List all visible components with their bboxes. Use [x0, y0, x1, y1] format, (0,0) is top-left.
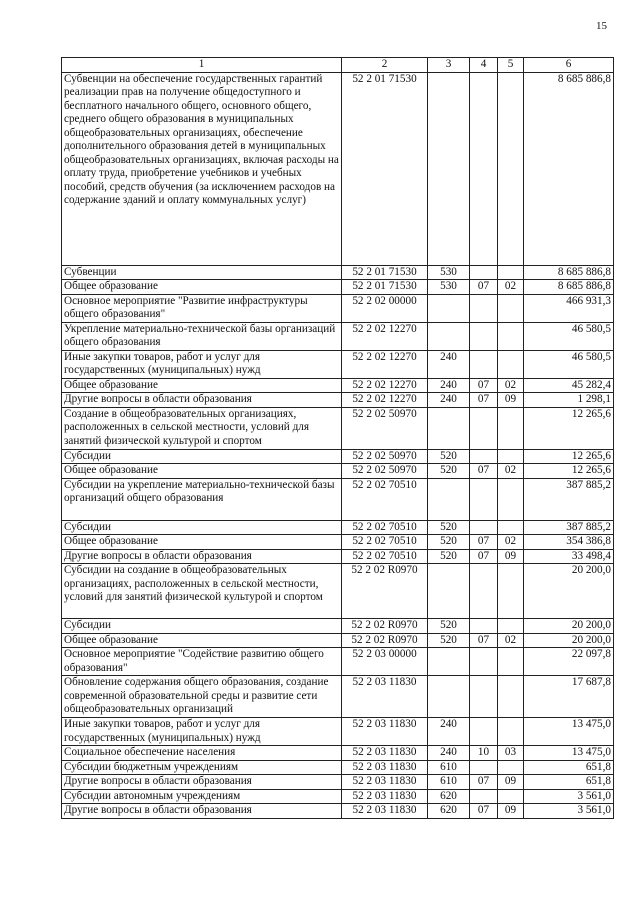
cell-c3 — [428, 294, 470, 322]
cell-name: Укрепление материально-технической базы организаций общего образования — [62, 322, 342, 350]
cell-c3 — [428, 676, 470, 718]
cell-sum: 8 685 886,8 — [524, 280, 614, 295]
cell-code: 52 2 03 11830 — [342, 718, 428, 746]
cell-name: Общее образование — [62, 464, 342, 479]
cell-c3: 240 — [428, 378, 470, 393]
cell-sum: 33 498,4 — [524, 549, 614, 564]
cell-c3 — [428, 407, 470, 449]
cell-sum: 354 386,8 — [524, 535, 614, 550]
cell-sum: 1 298,1 — [524, 393, 614, 408]
cell-c3 — [428, 564, 470, 619]
cell-name: Иные закупки товаров, работ и услуг для государственных (муниципальных) нужд — [62, 718, 342, 746]
cell-name: Другие вопросы в области образования — [62, 393, 342, 408]
cell-name: Субсидии — [62, 449, 342, 464]
cell-c3: 520 — [428, 549, 470, 564]
cell-c4: 07 — [470, 393, 498, 408]
cell-name: Субсидии бюджетным учреждениям — [62, 760, 342, 775]
cell-c3: 610 — [428, 775, 470, 790]
cell-sum: 651,8 — [524, 775, 614, 790]
page-number: 15 — [596, 20, 607, 32]
cell-sum: 387 885,2 — [524, 520, 614, 535]
cell-c4 — [470, 265, 498, 280]
cell-c3: 610 — [428, 760, 470, 775]
table-row — [62, 478, 614, 520]
cell-name: Основное мероприятие "Развитие инфраструктуры общего образования" — [62, 294, 342, 322]
cell-c3: 240 — [428, 393, 470, 408]
cell-c3: 520 — [428, 535, 470, 550]
cell-sum: 12 265,6 — [524, 407, 614, 449]
cell-c5 — [498, 564, 524, 619]
cell-name: Основное мероприятие "Содействие развитию общего образования" — [62, 648, 342, 676]
cell-c3: 240 — [428, 746, 470, 761]
cell-sum: 46 580,5 — [524, 350, 614, 378]
cell-sum: 651,8 — [524, 760, 614, 775]
cell-code: 52 2 01 71530 — [342, 265, 428, 280]
cell-c4 — [470, 718, 498, 746]
column-header: 1 — [62, 58, 342, 73]
cell-name: Общее образование — [62, 378, 342, 393]
cell-sum: 46 580,5 — [524, 322, 614, 350]
budget-table — [61, 57, 614, 819]
table-row — [62, 378, 614, 393]
cell-c5 — [498, 478, 524, 520]
table-row — [62, 746, 614, 761]
cell-c4: 07 — [470, 633, 498, 648]
cell-sum: 13 475,0 — [524, 746, 614, 761]
cell-c5: 09 — [498, 804, 524, 819]
cell-c3: 520 — [428, 449, 470, 464]
cell-c5: 09 — [498, 775, 524, 790]
cell-c3: 530 — [428, 280, 470, 295]
cell-name: Создание в общеобразовательных организациях, расположенных в сельской местности, условий для занятий физической культурой и спортом — [62, 407, 342, 449]
cell-c4 — [470, 648, 498, 676]
cell-c5 — [498, 407, 524, 449]
cell-c4 — [470, 478, 498, 520]
cell-c5: 02 — [498, 378, 524, 393]
table-row — [62, 265, 614, 280]
cell-c5 — [498, 789, 524, 804]
cell-c4 — [470, 322, 498, 350]
cell-code: 52 2 02 12270 — [342, 350, 428, 378]
table-row — [62, 350, 614, 378]
cell-code: 52 2 02 50970 — [342, 449, 428, 464]
cell-sum: 3 561,0 — [524, 804, 614, 819]
cell-c3: 520 — [428, 619, 470, 634]
cell-c4 — [470, 789, 498, 804]
cell-c4 — [470, 449, 498, 464]
cell-code: 52 2 03 11830 — [342, 760, 428, 775]
cell-name: Другие вопросы в области образования — [62, 804, 342, 819]
cell-code: 52 2 02 R0970 — [342, 619, 428, 634]
cell-c5 — [498, 72, 524, 265]
cell-c3 — [428, 478, 470, 520]
cell-code: 52 2 02 R0970 — [342, 633, 428, 648]
cell-c3: 520 — [428, 633, 470, 648]
cell-c5: 09 — [498, 549, 524, 564]
cell-code: 52 2 03 11830 — [342, 789, 428, 804]
cell-c4 — [470, 760, 498, 775]
cell-c5: 02 — [498, 535, 524, 550]
cell-code: 52 2 03 11830 — [342, 775, 428, 790]
cell-c5 — [498, 294, 524, 322]
table-row — [62, 520, 614, 535]
cell-sum: 45 282,4 — [524, 378, 614, 393]
table-row — [62, 760, 614, 775]
column-header: 6 — [524, 58, 614, 73]
cell-c3 — [428, 72, 470, 265]
cell-c5 — [498, 760, 524, 775]
table-row — [62, 549, 614, 564]
table-row — [62, 449, 614, 464]
cell-c4: 07 — [470, 549, 498, 564]
cell-code: 52 2 02 12270 — [342, 322, 428, 350]
cell-name: Субсидии — [62, 619, 342, 634]
cell-sum: 20 200,0 — [524, 633, 614, 648]
cell-c5: 03 — [498, 746, 524, 761]
cell-code: 52 2 02 50970 — [342, 407, 428, 449]
table-row — [62, 464, 614, 479]
cell-c3: 520 — [428, 464, 470, 479]
cell-c4 — [470, 520, 498, 535]
table-row — [62, 535, 614, 550]
table-row — [62, 775, 614, 790]
table-row — [62, 619, 614, 634]
cell-c5 — [498, 520, 524, 535]
cell-code: 52 2 03 11830 — [342, 804, 428, 819]
cell-c5 — [498, 718, 524, 746]
cell-c3: 520 — [428, 520, 470, 535]
cell-c4: 07 — [470, 378, 498, 393]
table-row — [62, 789, 614, 804]
table-row — [62, 407, 614, 449]
cell-c4 — [470, 619, 498, 634]
cell-c3 — [428, 648, 470, 676]
cell-name: Субсидии на создание в общеобразовательных организациях, расположенных в сельской местности, условий для занятий физической культурой и спортом — [62, 564, 342, 619]
cell-name: Субвенции — [62, 265, 342, 280]
table-row — [62, 322, 614, 350]
cell-code: 52 2 02 R0970 — [342, 564, 428, 619]
cell-name: Обновление содержания общего образования, создание современной образовательной среды и развитие сети общеобразовательных организаций — [62, 676, 342, 718]
cell-sum: 387 885,2 — [524, 478, 614, 520]
table-row — [62, 393, 614, 408]
cell-c3: 240 — [428, 718, 470, 746]
table-row — [62, 564, 614, 619]
cell-code: 52 2 02 00000 — [342, 294, 428, 322]
cell-c4 — [470, 564, 498, 619]
cell-name: Субвенции на обеспечение государственных гарантий реализации прав на получение общедоступного и бесплатного начального общего, основного общего, среднего общего образования в муниципальных общеобразовательных организациях, обеспечение дополнительного образования детей в муниципальных общеобразовательных организациях, включая расходы на оплату труда, приобретение учебников и учебных пособий, средств обучения (за исключением расходов на содержание зданий и оплату коммунальных услуг) — [62, 72, 342, 265]
cell-sum: 20 200,0 — [524, 564, 614, 619]
cell-code: 52 2 02 12270 — [342, 378, 428, 393]
cell-c5 — [498, 648, 524, 676]
cell-name: Иные закупки товаров, работ и услуг для государственных (муниципальных) нужд — [62, 350, 342, 378]
cell-c4: 07 — [470, 464, 498, 479]
cell-code: 52 2 02 70510 — [342, 478, 428, 520]
table-row — [62, 294, 614, 322]
cell-c4 — [470, 350, 498, 378]
cell-code: 52 2 02 70510 — [342, 520, 428, 535]
cell-sum: 20 200,0 — [524, 619, 614, 634]
table-row — [62, 718, 614, 746]
table-row — [62, 804, 614, 819]
cell-name: Другие вопросы в области образования — [62, 549, 342, 564]
cell-c4 — [470, 407, 498, 449]
cell-c4: 10 — [470, 746, 498, 761]
table-row — [62, 648, 614, 676]
column-header: 4 — [470, 58, 498, 73]
cell-c4 — [470, 294, 498, 322]
cell-name: Социальное обеспечение населения — [62, 746, 342, 761]
cell-c5 — [498, 322, 524, 350]
cell-name: Другие вопросы в области образования — [62, 775, 342, 790]
cell-sum: 13 475,0 — [524, 718, 614, 746]
cell-code: 52 2 03 11830 — [342, 746, 428, 761]
cell-code: 52 2 02 70510 — [342, 549, 428, 564]
table-row — [62, 676, 614, 718]
column-header: 3 — [428, 58, 470, 73]
cell-c5: 02 — [498, 280, 524, 295]
cell-sum: 12 265,6 — [524, 464, 614, 479]
cell-c5: 09 — [498, 393, 524, 408]
table-row — [62, 280, 614, 295]
cell-c5 — [498, 350, 524, 378]
cell-c5: 02 — [498, 633, 524, 648]
cell-sum: 22 097,8 — [524, 648, 614, 676]
cell-c4: 07 — [470, 804, 498, 819]
cell-code: 52 2 03 11830 — [342, 676, 428, 718]
cell-sum: 12 265,6 — [524, 449, 614, 464]
cell-name: Общее образование — [62, 535, 342, 550]
cell-code: 52 2 01 71530 — [342, 72, 428, 265]
cell-c5 — [498, 619, 524, 634]
cell-c3 — [428, 322, 470, 350]
cell-code: 52 2 02 50970 — [342, 464, 428, 479]
cell-sum: 3 561,0 — [524, 789, 614, 804]
cell-sum: 8 685 886,8 — [524, 72, 614, 265]
cell-name: Субсидии на укрепление материально-технической базы организаций общего образования — [62, 478, 342, 520]
cell-code: 52 2 02 12270 — [342, 393, 428, 408]
cell-c5 — [498, 676, 524, 718]
table-row — [62, 633, 614, 648]
cell-name: Субсидии автономным учреждениям — [62, 789, 342, 804]
cell-c4 — [470, 72, 498, 265]
cell-name: Общее образование — [62, 633, 342, 648]
cell-c3: 530 — [428, 265, 470, 280]
cell-sum: 17 687,8 — [524, 676, 614, 718]
cell-c4: 07 — [470, 280, 498, 295]
cell-sum: 466 931,3 — [524, 294, 614, 322]
cell-c5: 02 — [498, 464, 524, 479]
cell-code: 52 2 02 70510 — [342, 535, 428, 550]
cell-name: Общее образование — [62, 280, 342, 295]
cell-name: Субсидии — [62, 520, 342, 535]
cell-c3: 240 — [428, 350, 470, 378]
cell-code: 52 2 01 71530 — [342, 280, 428, 295]
cell-code: 52 2 03 00000 — [342, 648, 428, 676]
cell-c5 — [498, 265, 524, 280]
cell-c4 — [470, 676, 498, 718]
table-row — [62, 72, 614, 265]
cell-sum: 8 685 886,8 — [524, 265, 614, 280]
cell-c5 — [498, 449, 524, 464]
column-header: 2 — [342, 58, 428, 73]
cell-c3: 620 — [428, 804, 470, 819]
cell-c4: 07 — [470, 535, 498, 550]
cell-c4: 07 — [470, 775, 498, 790]
column-header: 5 — [498, 58, 524, 73]
cell-c3: 620 — [428, 789, 470, 804]
table-header-row — [62, 58, 614, 73]
